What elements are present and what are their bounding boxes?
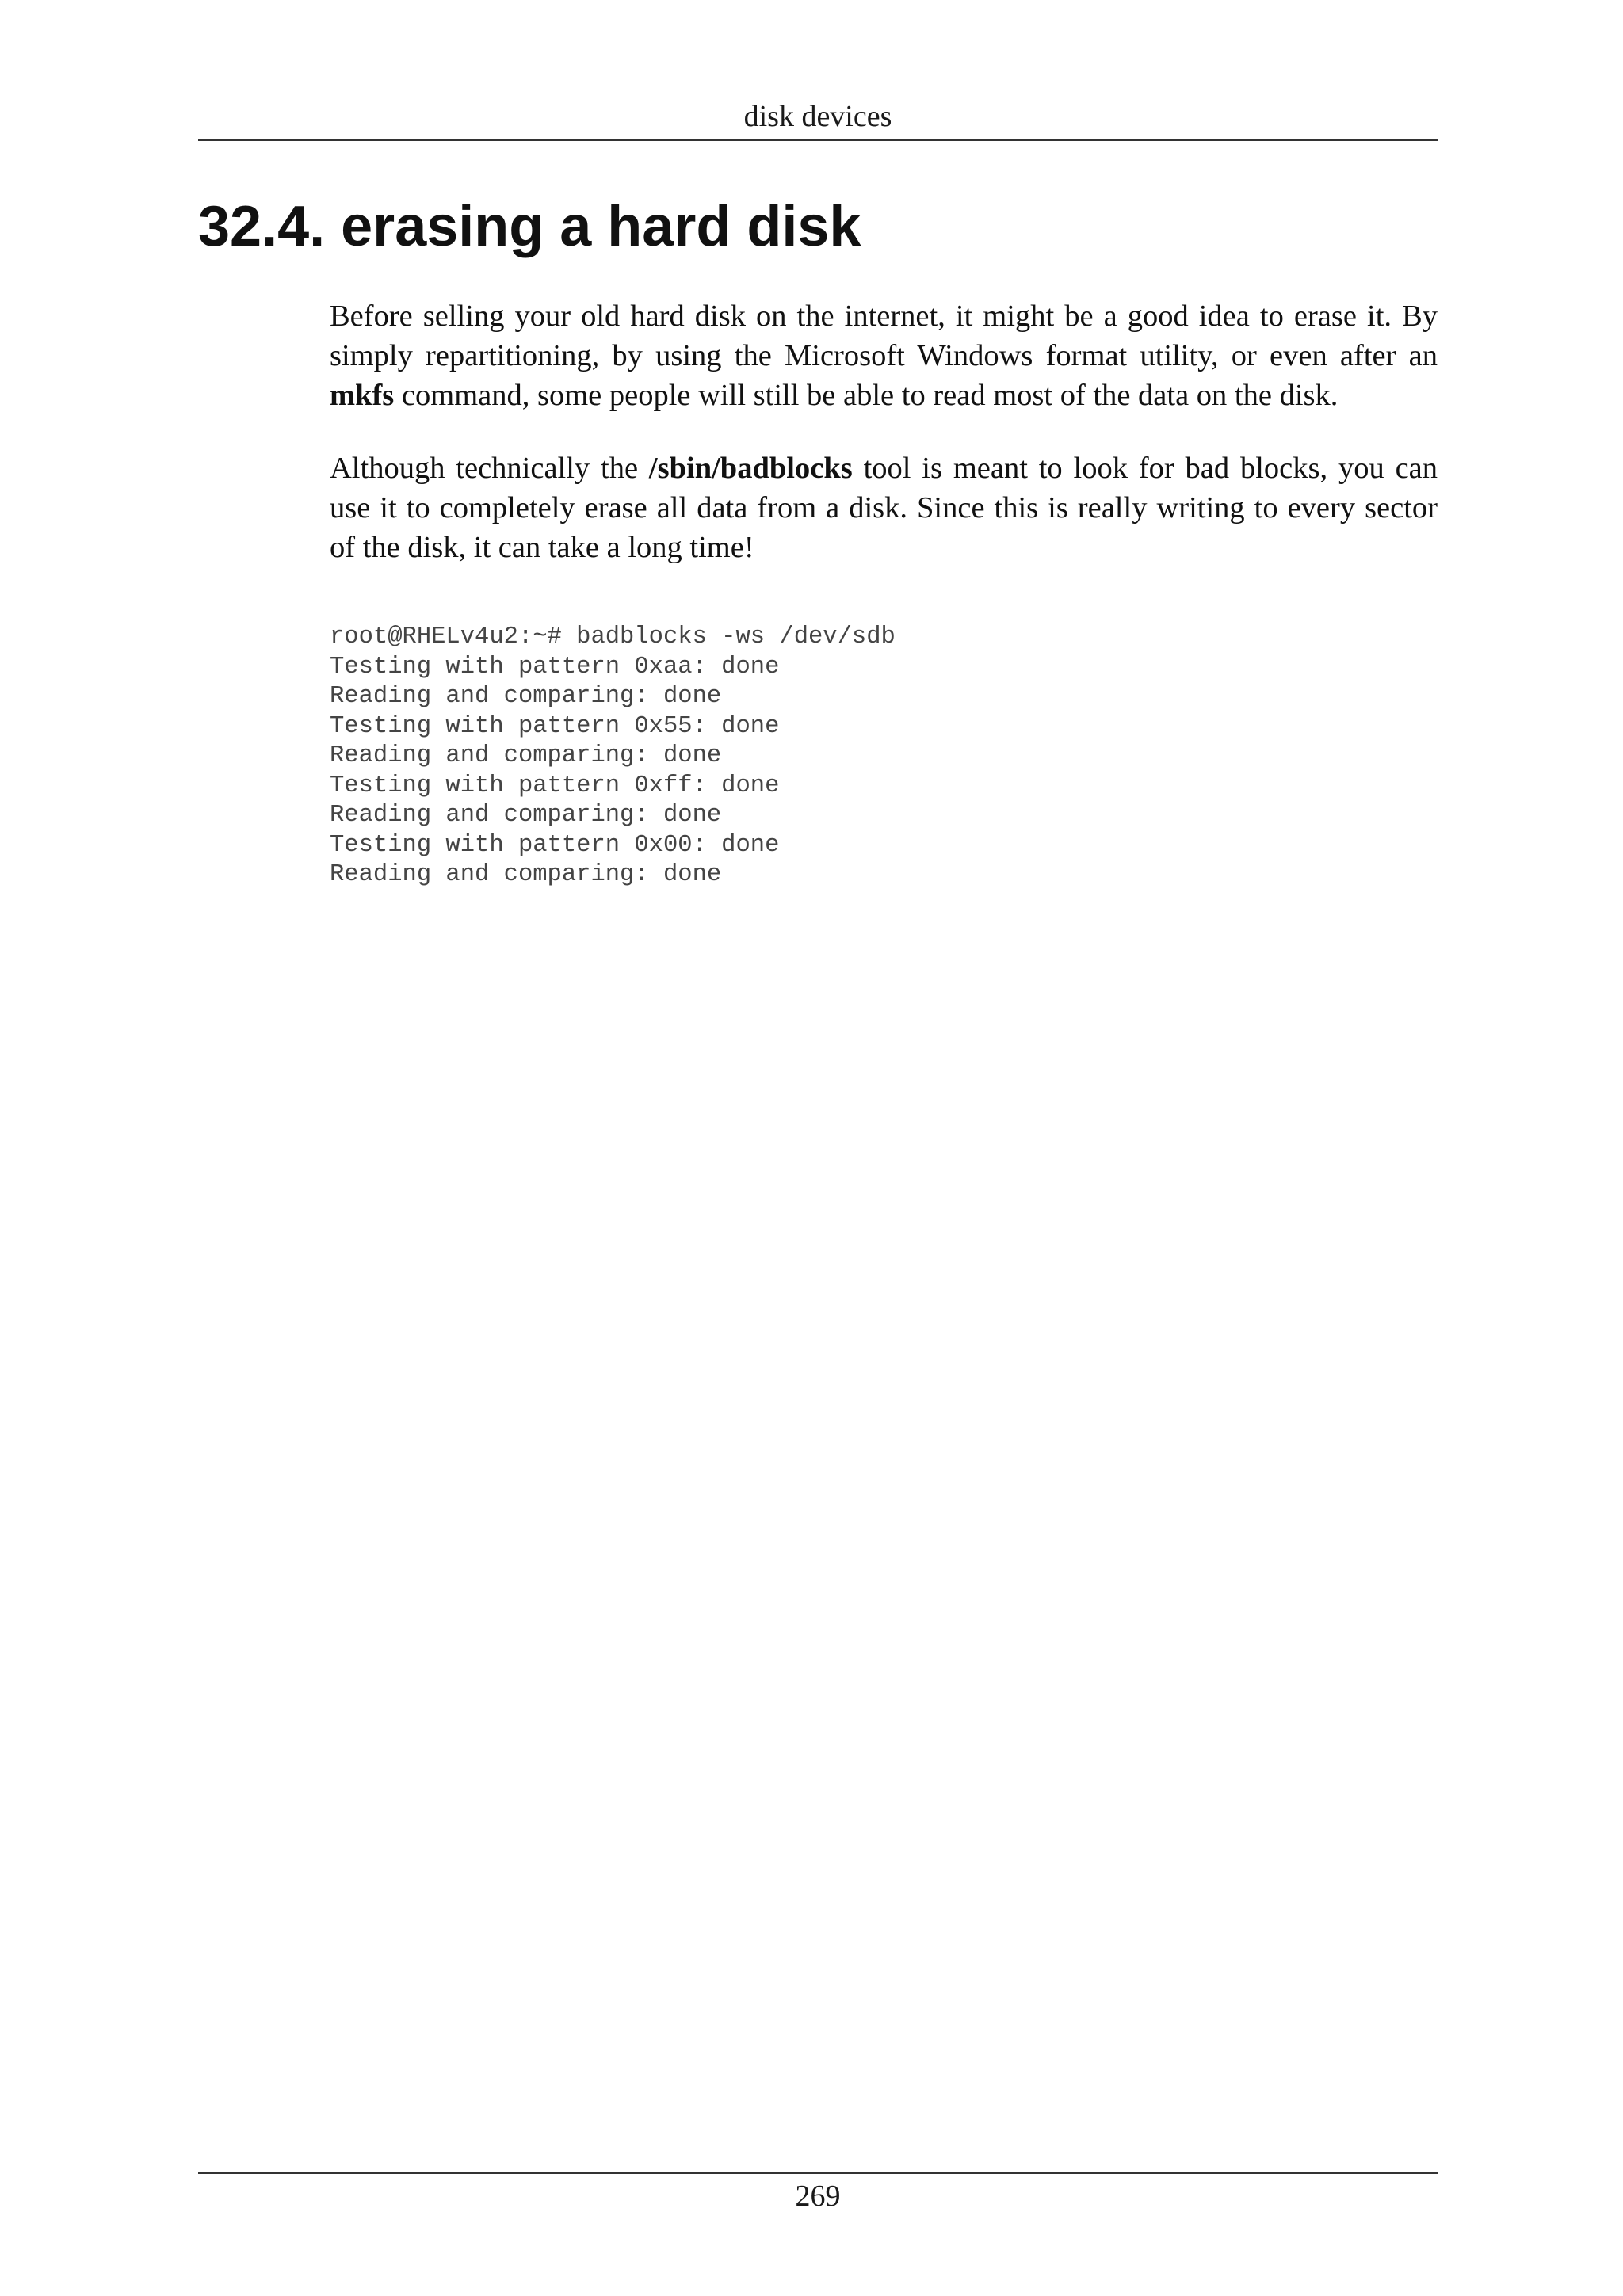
page-number: 269 (795, 2180, 841, 2213)
paragraph-text: tool is meant to look for bad blocks, you can use it to completely erase all data from a disk. Since this is really writing to every sector of the disk, it can take a long time! (330, 452, 1438, 564)
code-line: Testing with pattern 0x00: done (330, 831, 780, 859)
code-line: Reading and comparing: done (330, 683, 722, 710)
code-line: Reading and comparing: done (330, 742, 722, 769)
command-path-badblocks: /sbin/badblocks (648, 452, 853, 485)
running-header: disk devices (743, 100, 892, 133)
code-line: Testing with pattern 0xaa: done (330, 653, 780, 681)
paragraph-text: command, some people will still be able to read most of the data on the disk. (394, 379, 1338, 412)
code-line: Reading and comparing: done (330, 861, 722, 888)
code-line: Reading and comparing: done (330, 802, 722, 829)
paragraph-badblocks (330, 448, 1438, 567)
paragraph-text: Although technically the (330, 452, 649, 485)
paragraph-erase-intro (330, 296, 1438, 415)
terminal-output (330, 623, 896, 891)
code-line: Testing with pattern 0xff: done (330, 772, 780, 799)
code-line: root@RHELv4u2:~# badblocks -ws /dev/sdb (330, 624, 896, 650)
paragraph-text: Before selling your old hard disk on the internet, it might be a good idea to erase it. By simply repartitioning, by using the Microsoft Windows format utility, or even after an (330, 299, 1438, 372)
section-title: 32.4. erasing a hard disk (198, 195, 861, 258)
command-name-mkfs: mkfs (330, 379, 395, 412)
header-divider (198, 139, 1438, 141)
code-line: Testing with pattern 0x55: done (330, 712, 780, 740)
